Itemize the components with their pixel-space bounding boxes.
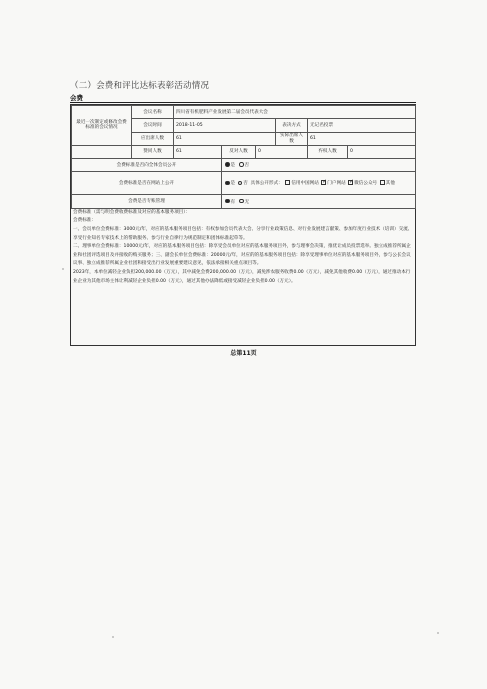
subheading: 会费 bbox=[70, 94, 83, 102]
portal-label: 门户网站 bbox=[327, 181, 346, 187]
vote-method-label: 表决方式 bbox=[276, 119, 308, 132]
radio-no[interactable] bbox=[238, 181, 243, 186]
scan-speck bbox=[437, 632, 439, 634]
table-row bbox=[72, 145, 416, 158]
page-number: 总第11页 bbox=[230, 350, 257, 357]
agree-value: 61 bbox=[174, 145, 222, 158]
scan-speck bbox=[112, 636, 114, 638]
yes-label: 是 bbox=[230, 181, 236, 187]
wechat-label: 微信公众号 bbox=[354, 181, 378, 187]
abstain-value: 0 bbox=[348, 145, 416, 158]
radio-yes-selected[interactable] bbox=[225, 162, 230, 167]
no-label: 否 bbox=[243, 181, 248, 187]
narrative-relief-summary: 2023年，本单位减轻企业负担200,000.00（万元），其中减免会费200,000.00（万元），减免涉农服务收费0.00（万元），减免其他收费0.00（万元），通过推动本行业企业为其他市场主体让利减轻企业负担0.00（万元），通过其他办法降低或接受减轻企业负担0.00（万元）。 bbox=[73, 269, 411, 284]
narrative-director-fee: 二、理事单位会费标准：10000元/年，对应的基本服务项目包括：除享受会员单位对应的基本服务项目外，参与理事会决策，推优让成员投票选举。独立成推荐所属企业和社团评选项目及并接收的购买服务；三、副会长单位会费标准：20000元/年，对应的的基本服务项目包括：除享受理事单位对应的基本服务项目外，参与公长会议议事、独立成推荐所属企业社团和接受出行业发展重要建议意见，依法承接相关重点项目等。 bbox=[73, 244, 411, 267]
national-label: 信用中国网站 bbox=[291, 181, 319, 187]
other-label: 其他 bbox=[385, 181, 395, 187]
oppose-label: 反对人数 bbox=[222, 145, 256, 158]
none-label: 无 bbox=[244, 199, 250, 205]
heading-rule bbox=[70, 102, 416, 103]
radio-have-selected[interactable] bbox=[225, 199, 230, 204]
section-title: （二）会费和评比达标表彰活动情况 bbox=[70, 81, 210, 91]
table-row bbox=[72, 159, 416, 172]
narrative-member-fee: 一、会员单位会费标准：3000元/年，对应的基本服务项目包括：有权参加会员代表大会、分享行业政策信息、对行业发展建言献策、参加年度行业技术（培训）交流、享受行业知名专家技术上的帮助服务、参与行业自律行为规范制定和团体标准起草等。 bbox=[73, 226, 413, 241]
actual-label: 实际出席人数 bbox=[276, 132, 308, 145]
all-members-label: 会费标准是否向全体会员公开 bbox=[72, 159, 222, 172]
meeting-name-label: 会议名称 bbox=[132, 106, 174, 119]
meeting-time-value: 2018-11-05 bbox=[174, 119, 276, 132]
table-row bbox=[72, 195, 416, 208]
checkbox-portal[interactable] bbox=[321, 180, 326, 185]
vote-method-value: 无记名投票 bbox=[308, 119, 416, 132]
scan-speck bbox=[62, 268, 64, 270]
have-label: 有 bbox=[230, 199, 236, 205]
all-members-options bbox=[222, 159, 416, 172]
table-row bbox=[72, 106, 416, 119]
separate-account-options bbox=[222, 195, 416, 208]
actual-value: 61 bbox=[308, 132, 416, 145]
method-label: 具体公开形式： bbox=[250, 181, 283, 187]
narrative-intro: 会费标准（需与明会费收费标准及对应的基本服务项目）： bbox=[73, 209, 191, 215]
fee-narrative bbox=[71, 209, 415, 286]
meeting-group-label: 最近一次制定或修改会费标准的会议情况 bbox=[72, 106, 132, 146]
radio-yes-selected[interactable] bbox=[225, 181, 230, 186]
fee-form bbox=[70, 104, 416, 346]
meeting-time-label: 会议时间 bbox=[132, 119, 174, 132]
present-label: 应出席人数 bbox=[132, 132, 174, 145]
agree-label: 赞同人数 bbox=[132, 145, 174, 158]
yes-label: 是 bbox=[230, 163, 236, 169]
radio-none[interactable] bbox=[239, 199, 244, 204]
website-options bbox=[222, 172, 416, 195]
table-row bbox=[72, 172, 416, 195]
checkbox-national[interactable] bbox=[285, 180, 290, 185]
abstain-label: 弃权人数 bbox=[308, 145, 348, 158]
oppose-value: 0 bbox=[256, 145, 308, 158]
no-label: 否 bbox=[244, 163, 250, 169]
narrative-heading: 会费标准： bbox=[73, 218, 96, 224]
radio-no[interactable] bbox=[239, 162, 244, 167]
website-label: 会费标准是否在网站上公开 bbox=[72, 172, 222, 195]
present-value: 61 bbox=[174, 132, 276, 145]
checkbox-other[interactable] bbox=[380, 180, 385, 185]
checkbox-wechat[interactable] bbox=[348, 180, 353, 185]
meeting-table bbox=[71, 105, 416, 209]
meeting-name-value: 四川省有机肥料产业发展第二届会员代表大会 bbox=[174, 106, 416, 119]
separate-account-label: 会费是否专账管理 bbox=[72, 195, 222, 208]
